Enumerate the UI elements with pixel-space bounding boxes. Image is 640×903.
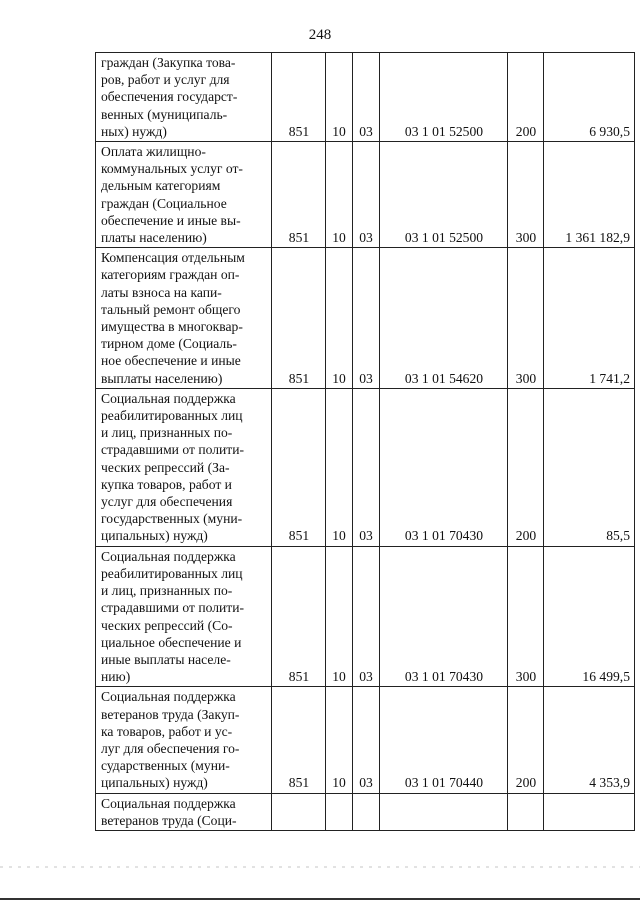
table-row [96,142,635,248]
cell-name [96,53,272,142]
table-row [96,53,635,142]
cell-expense-type [508,793,544,830]
cell-name-line: услуг для обеспечения [101,494,233,510]
cell-name [96,388,272,546]
cell-target-article: 03 1 01 52500 [380,53,508,142]
cell-expense-type: 200 [508,53,544,142]
table-row [96,248,635,389]
cell-name-line: тальный ремонт общего [101,301,241,317]
cell-name-line: ципальных) нужд) [101,528,208,544]
cell-name-line: и лиц, признанных по- [101,583,233,599]
cell-section: 10 [326,546,353,687]
cell-name [96,142,272,248]
cell-name-line: страдавшими от полити- [101,600,245,616]
cell-name-line: ка товаров, работ и ус- [101,723,233,739]
cell-department-code: 851 [272,546,326,687]
table-row [96,793,635,830]
cell-name [96,546,272,687]
cell-section: 10 [326,687,353,793]
cell-name-line: ветеранов труда (Соци- [101,812,237,828]
cell-name-line: купка товаров, работ и [101,476,232,492]
cell-target-article: 03 1 01 70440 [380,687,508,793]
cell-name-line: граждан (Закупка това- [101,55,236,70]
cell-target-article [380,793,508,830]
budget-table [95,52,635,831]
cell-name-line: платы населению) [101,230,207,246]
cell-name-line: циальное обеспечение и [101,634,242,650]
cell-name-line: коммунальных услуг от- [101,161,243,177]
cell-name-line: Социальная поддержка [101,689,236,705]
cell-name-line: Социальная поддержка [101,548,236,564]
cell-name-line: ное обеспечение и иные [101,353,241,369]
cell-name-line: дельным категориям [101,178,221,194]
cell-department-code: 851 [272,388,326,546]
cell-section [326,793,353,830]
cell-name-line: обеспечение и иные вы- [101,212,241,228]
cell-subsection: 03 [353,142,380,248]
cell-name-line: реабилитированных лиц [101,565,243,581]
cell-subsection: 03 [353,248,380,389]
table-row [96,687,635,793]
cell-name-line: ческих репрессий (Со- [101,617,233,633]
cell-name-line: имущества в многоквар- [101,319,243,335]
cell-expense-type: 200 [508,687,544,793]
cell-sum [544,793,635,830]
cell-section: 10 [326,53,353,142]
cell-name-line: венных (муниципаль- [101,106,228,122]
table-body [96,53,635,831]
cell-section: 10 [326,388,353,546]
cell-name-line: граждан (Социальное [101,195,227,211]
cell-name-line: Социальная поддержка [101,795,236,811]
cell-name [96,793,272,830]
page-number: 248 [308,27,332,43]
cell-expense-type: 300 [508,142,544,248]
cell-name-line: нию) [101,669,131,685]
cell-name [96,687,272,793]
cell-department-code [272,793,326,830]
cell-sum: 4 353,9 [544,687,635,793]
cell-subsection: 03 [353,546,380,687]
cell-name-line: страдавшими от полити- [101,442,245,458]
cell-name-line: латы взноса на капи- [101,284,222,300]
cell-name-line: реабилитированных лиц [101,408,243,424]
cell-target-article: 03 1 01 70430 [380,388,508,546]
cell-name-line: выплаты населению) [101,370,223,386]
cell-section: 10 [326,248,353,389]
cell-name-line: категориям граждан оп- [101,267,240,283]
cell-name-line: ветеранов труда (Закуп- [101,706,240,722]
cell-sum: 1 361 182,9 [544,142,635,248]
cell-name-line: луг для обеспечения го- [101,740,240,756]
cell-name-line: тирном доме (Социаль- [101,336,237,352]
cell-department-code: 851 [272,53,326,142]
cell-target-article: 03 1 01 54620 [380,248,508,389]
cell-subsection [353,793,380,830]
cell-name-line: ных) нужд) [101,123,167,139]
scan-noise [0,866,640,868]
cell-sum: 85,5 [544,388,635,546]
cell-sum: 16 499,5 [544,546,635,687]
cell-department-code: 851 [272,687,326,793]
cell-department-code: 851 [272,248,326,389]
cell-target-article: 03 1 01 70430 [380,546,508,687]
table-row [96,388,635,546]
cell-expense-type: 300 [508,248,544,389]
cell-name-line: иные выплаты населе- [101,651,231,667]
cell-target-article: 03 1 01 52500 [380,142,508,248]
cell-expense-type: 200 [508,388,544,546]
cell-name-line: Оплата жилищно- [101,144,206,160]
cell-name-line: Компенсация отдельным [101,250,245,266]
cell-department-code: 851 [272,142,326,248]
cell-section: 10 [326,142,353,248]
cell-subsection: 03 [353,388,380,546]
cell-sum: 1 741,2 [544,248,635,389]
cell-name-line: и лиц, признанных по- [101,425,233,441]
scan-edge-line [0,898,640,900]
cell-subsection: 03 [353,687,380,793]
cell-name-line: сударственных (муни- [101,758,230,774]
cell-name-line: обеспечения государст- [101,89,238,105]
cell-name-line: государственных (муни- [101,511,243,527]
cell-expense-type: 300 [508,546,544,687]
cell-sum: 6 930,5 [544,53,635,142]
table-row [96,546,635,687]
cell-name-line: ципальных) нужд) [101,775,208,791]
cell-name-line: Социальная поддержка [101,390,236,406]
cell-name-line: ров, работ и услуг для [101,72,230,88]
cell-name-line: ческих репрессий (За- [101,459,230,475]
cell-subsection: 03 [353,53,380,142]
cell-name [96,248,272,389]
